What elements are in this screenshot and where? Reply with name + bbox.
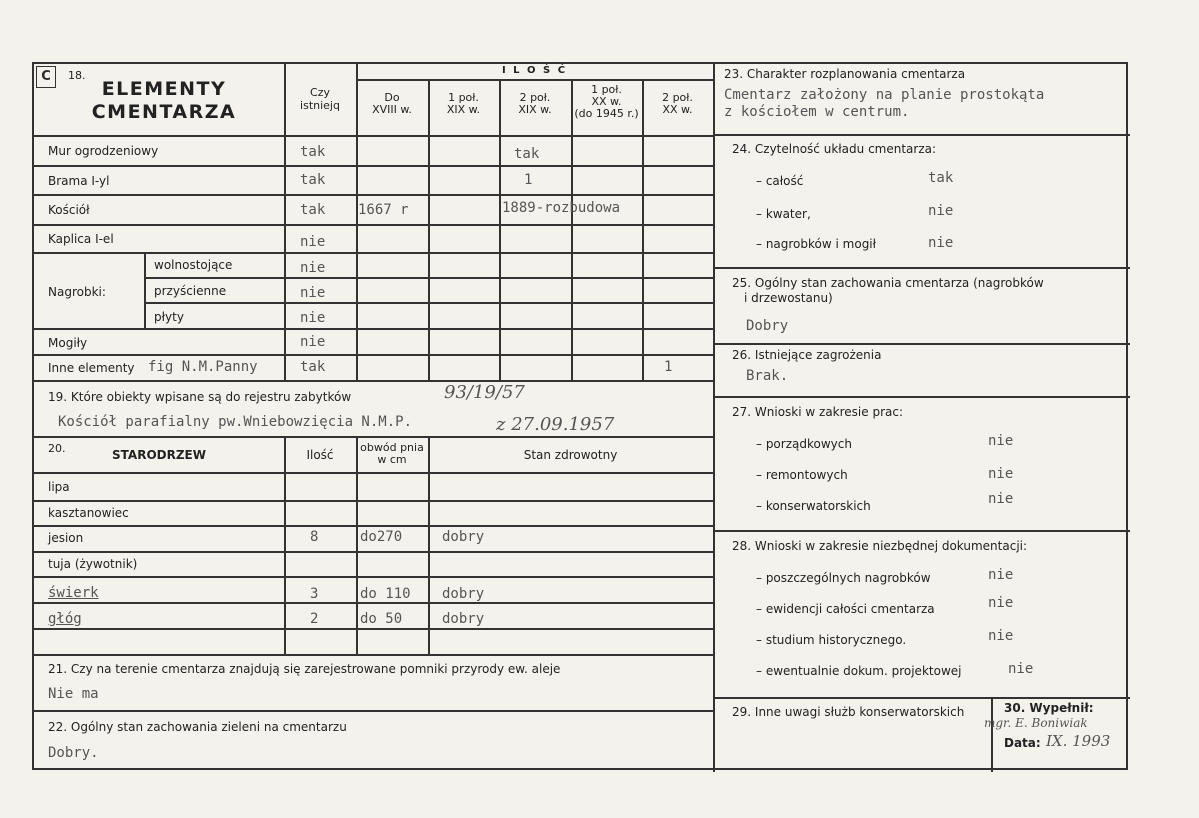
s19-value: Kościół parafialny pw.Wniebowzięcia N.M.P. xyxy=(58,414,413,430)
tree-circumference: do 50 xyxy=(360,611,403,627)
tree-qty: 3 xyxy=(310,586,319,602)
s27-item-value: nie xyxy=(988,433,1014,449)
gate-p3: 1 xyxy=(524,172,533,188)
s27-item-value: nie xyxy=(988,466,1014,482)
mounds-exists: nie xyxy=(300,334,326,350)
church-p3: 1889-rozbudowa xyxy=(502,200,621,216)
period-header: Do XVIII w. xyxy=(372,91,412,116)
s27-item-value: nie xyxy=(988,491,1014,507)
s28-item-value: nie xyxy=(1008,661,1034,677)
s27-item-label: – porządkowych xyxy=(756,437,852,451)
graves-freestanding-exists: nie xyxy=(300,260,326,276)
row-label-chapel: Kaplica I-el xyxy=(48,232,114,246)
exists-column-header: Czy istniejq xyxy=(300,86,340,112)
church-exists: tak xyxy=(300,202,326,218)
s21-label: 21. Czy na terenie cmentarza znajdują się zarejestrowane pomniki przyrody ew. aleje xyxy=(48,662,561,676)
s30-date: IX. 1993 xyxy=(1046,732,1111,750)
row-label-graves: Nagrobki: xyxy=(48,285,106,299)
s30-signature: mgr. E. Boniwiak xyxy=(984,716,1088,730)
chapel-exists: nie xyxy=(300,234,326,250)
church-p1: 1667 r xyxy=(358,202,409,218)
s26-value: Brak. xyxy=(746,368,789,384)
gate-exists: tak xyxy=(300,172,326,188)
graves-slabs-exists: nie xyxy=(300,310,326,326)
s28-item-label: – ewentualnie dokum. projektowej xyxy=(756,664,962,678)
tree-circumference: do270 xyxy=(360,529,403,545)
period-header: 2 poł. XIX w. xyxy=(518,91,552,116)
s20-col-health: Stan zdrowotny xyxy=(523,448,618,462)
section-18-title-line2: CMENTARZA xyxy=(91,101,237,123)
s23-value-line1: Cmentarz założony na planie prostokąta xyxy=(724,87,1045,103)
tree-name-typed: głóg xyxy=(48,611,82,627)
s28-label: 28. Wnioski w zakresie niezbędnej dokumentacji: xyxy=(732,539,1028,553)
graves-sub-slabs: płyty xyxy=(154,310,184,324)
other-exists: tak xyxy=(300,359,326,375)
s29-label: 29. Inne uwagi służb konserwatorskich xyxy=(732,705,965,719)
graves-wall-exists: nie xyxy=(300,285,326,301)
form-frame xyxy=(32,62,1128,770)
s24-item-label: – nagrobków i mogił xyxy=(756,237,877,251)
s25-value: Dobry xyxy=(746,318,789,334)
tree-name-typed: świerk xyxy=(48,585,99,601)
s25-label-line2: i drzewostanu) xyxy=(744,291,833,305)
s27-item-label: – remontowych xyxy=(756,468,848,482)
tree-name: lipa xyxy=(48,480,70,494)
tree-health: dobry xyxy=(442,586,485,602)
s24-item-value: tak xyxy=(928,170,954,186)
s23-label: 23. Charakter rozplanowania cmentarza xyxy=(724,67,966,81)
row-label-other: Inne elementy xyxy=(48,361,135,375)
section-c-box: C xyxy=(36,66,56,88)
s20-col-qty: Ilość xyxy=(306,448,334,462)
s24-item-value: nie xyxy=(928,235,954,251)
graves-sub-wall: przyścienne xyxy=(154,284,227,298)
s30-label: 30. Wypełnił: xyxy=(1004,701,1094,715)
wall-p3: tak xyxy=(514,146,540,162)
row-label-mounds: Mogiły xyxy=(48,336,88,350)
tree-qty: 8 xyxy=(310,529,319,545)
s28-item-label: – ewidencji całości cmentarza xyxy=(756,602,935,616)
section-18-number: 18. xyxy=(68,69,86,82)
row-label-gate: Brama I-yl xyxy=(48,174,110,188)
tree-health: dobry xyxy=(442,529,485,545)
other-extra: fig N.M.Panny xyxy=(148,359,258,375)
s28-item-label: – poszczególnych nagrobków xyxy=(756,571,931,585)
s27-item-label: – konserwatorskich xyxy=(756,499,871,513)
period-header: 2 poł. XX w. xyxy=(662,91,693,116)
tree-name: jesion xyxy=(48,531,84,545)
section-18-title-line1: ELEMENTY xyxy=(101,78,227,100)
s20-title: STARODRZEW xyxy=(112,448,206,462)
s23-value-line2: z kościołem w centrum. xyxy=(724,104,910,120)
s27-label: 27. Wnioski w zakresie prac: xyxy=(732,405,904,419)
s19-register-date: z 27.09.1957 xyxy=(496,414,615,435)
s24-label: 24. Czytelność układu cmentarza: xyxy=(732,142,937,156)
s24-item-value: nie xyxy=(928,203,954,219)
s24-item-label: – całość xyxy=(756,174,804,188)
period-header: 1 poł. XX w. (do 1945 r.) xyxy=(574,83,639,120)
row-label-church: Kościół xyxy=(48,203,90,217)
tree-name: kasztanowiec xyxy=(48,506,129,520)
graves-sub-freestanding: wolnostojące xyxy=(154,258,233,272)
s28-item-label: – studium historycznego. xyxy=(756,633,907,647)
period-header: 1 poł. XIX w. xyxy=(446,91,481,116)
s24-item-label: – kwater, xyxy=(756,207,811,221)
s26-label: 26. Istniejące zagrożenia xyxy=(732,348,882,362)
s30-date-label: Data: xyxy=(1004,736,1041,750)
s21-value: Nie ma xyxy=(48,686,99,702)
tree-circumference: do 110 xyxy=(360,586,411,602)
s19-register-number: 93/19/57 xyxy=(444,382,525,403)
row-label-wall: Mur ogrodzeniowy xyxy=(48,144,159,158)
s25-label-line1: 25. Ogólny stan zachowania cmentarza (nagrobków xyxy=(732,276,1044,290)
s22-label: 22. Ogólny stan zachowania zieleni na cmentarzu xyxy=(48,720,347,734)
tree-name: tuja (żywotnik) xyxy=(48,557,138,571)
wall-exists: tak xyxy=(300,144,326,160)
s22-value: Dobry. xyxy=(48,745,99,761)
tree-qty: 2 xyxy=(310,611,319,627)
quantity-header: I L O Ś Ć xyxy=(501,65,568,76)
s28-item-value: nie xyxy=(988,567,1014,583)
s20-number: 20. xyxy=(48,442,66,455)
other-p5: 1 xyxy=(664,359,673,375)
s19-label: 19. Które obiekty wpisane są do rejestru zabytków xyxy=(48,390,352,404)
tree-health: dobry xyxy=(442,611,485,627)
s28-item-value: nie xyxy=(988,628,1014,644)
s20-col-circumference: obwód pnia w cm xyxy=(360,441,424,466)
s28-item-value: nie xyxy=(988,595,1014,611)
